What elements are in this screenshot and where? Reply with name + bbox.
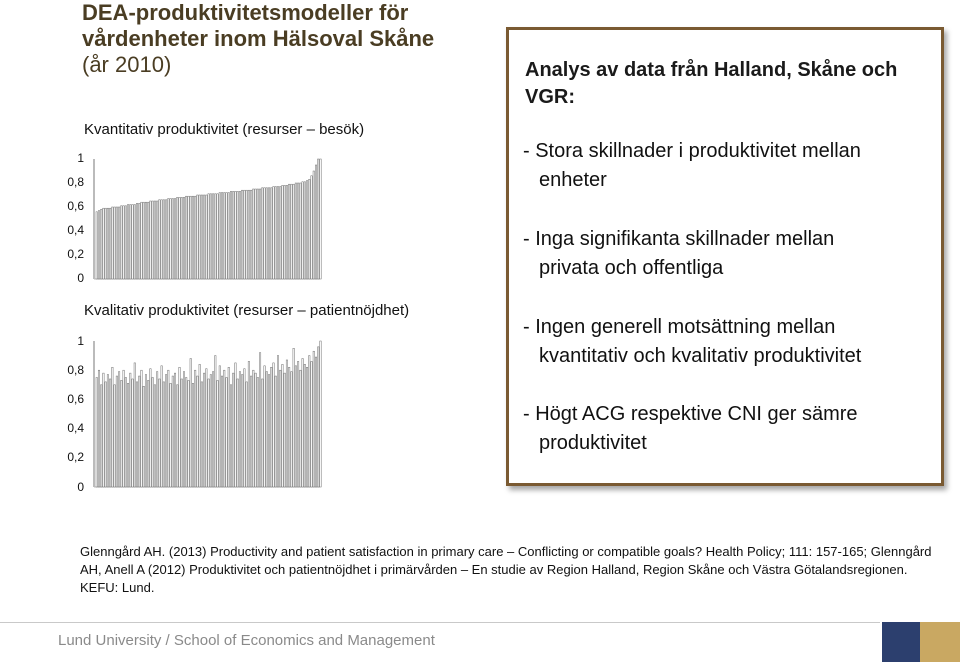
chart2-bar	[154, 385, 155, 487]
chart2-ytick-1: 0,2	[67, 450, 84, 464]
chart-quantitative	[94, 150, 326, 290]
chart2-bar	[264, 366, 265, 487]
chart1-bar	[127, 205, 128, 279]
chart1-bar	[288, 184, 289, 279]
chart1-bar	[172, 199, 173, 279]
chart2-bar	[114, 385, 115, 487]
chart1-bar	[226, 193, 227, 279]
chart2-bar	[239, 372, 240, 487]
chart2-ytick-2: 0,4	[67, 421, 84, 435]
chart1-bar	[183, 197, 184, 279]
chart1-ytick-1: 0,2	[67, 247, 84, 261]
chart1-ytick-3: 0,6	[67, 199, 84, 213]
chart2-bar	[96, 378, 97, 488]
bullet-3-line2: kvantitativ och kvalitativ produktivitet	[539, 345, 862, 367]
chart2-bar	[233, 373, 234, 487]
chart1-bar	[244, 190, 245, 279]
chart1-bar	[221, 193, 222, 279]
chart1-bar	[150, 201, 151, 279]
chart2-bar	[179, 367, 180, 487]
chart1-bar	[253, 189, 254, 279]
chart1-bar	[186, 196, 187, 279]
title-year: (år 2010)	[82, 52, 172, 77]
chart2-bar	[282, 364, 283, 487]
chart1-bar	[208, 194, 209, 279]
chart2-bar	[112, 367, 113, 487]
chart2-bar	[235, 363, 236, 487]
chart1-bar	[199, 195, 200, 279]
chart1-bar	[306, 181, 307, 279]
chart2-bar	[309, 356, 310, 487]
chart2-bar	[237, 379, 238, 487]
chart1-bar	[302, 182, 303, 279]
chart1-bar	[105, 208, 106, 279]
chart2-title: Kvalitativ produktivitet (resurser – patientnöjdhet)	[84, 302, 410, 319]
chart1-bar	[275, 187, 276, 279]
chart2-bar	[259, 353, 260, 487]
chart2-bar	[141, 370, 142, 487]
chart1-bar	[121, 206, 122, 279]
chart1-bar	[273, 187, 274, 279]
chart1-bar	[224, 193, 225, 279]
chart1-bar	[152, 201, 153, 279]
chart2-bar	[125, 378, 126, 488]
chart1-bar	[318, 159, 319, 279]
chart1-bar	[100, 209, 101, 279]
chart2-bar	[150, 369, 151, 487]
chart2-bar	[219, 366, 220, 487]
chart2-ytick-3: 0,6	[67, 392, 84, 406]
chart2-bar	[288, 367, 289, 487]
chart2-bar	[183, 372, 184, 487]
chart2-bar	[163, 382, 164, 487]
chart1-bar	[112, 207, 113, 279]
chart2-bar	[139, 376, 140, 487]
footer-gold-square	[920, 622, 960, 662]
chart1-bar	[194, 196, 195, 279]
bullet-3	[523, 313, 933, 371]
chart2-bar	[212, 372, 213, 487]
chart2-bar	[107, 375, 108, 487]
chart1-ytick-2: 0,4	[67, 223, 84, 237]
chart2-bar	[257, 378, 258, 488]
chart2-bar	[273, 363, 274, 487]
chart1-bar	[159, 200, 160, 279]
chart2-bar	[275, 376, 276, 487]
chart1-bar	[315, 165, 316, 279]
chart1-bar	[161, 200, 162, 279]
chart2-bar	[118, 372, 119, 487]
chart1-bar	[248, 190, 249, 279]
chart1-bar	[188, 196, 189, 279]
chart1-bar	[286, 185, 287, 279]
chart1-bar	[125, 206, 126, 279]
bullet-2-line2: privata och offentliga	[539, 257, 724, 279]
chart1-bar	[266, 188, 267, 279]
chart2-bar	[313, 351, 314, 487]
chart1-bar	[139, 203, 140, 279]
chart2-bar	[177, 385, 178, 487]
chart2-bar	[226, 378, 227, 488]
chart2-bar	[136, 382, 137, 487]
chart1-bar	[203, 195, 204, 279]
chart1-bar	[134, 205, 135, 279]
chart1-bar	[304, 182, 305, 279]
chart1-bar	[201, 195, 202, 279]
chart2-bar	[208, 379, 209, 487]
chart1-bar	[309, 179, 310, 279]
chart2-bar	[181, 379, 182, 487]
chart2-bar	[230, 385, 231, 487]
chart2-bar	[295, 366, 296, 487]
chart2-bar	[224, 370, 225, 487]
chart1-bar	[103, 208, 104, 279]
chart2-bar	[145, 375, 146, 487]
chart2-bar	[210, 375, 211, 487]
analysis-box	[506, 27, 944, 486]
chart1-bar	[311, 176, 312, 279]
chart2-bar	[297, 361, 298, 487]
chart2-bar	[277, 356, 278, 487]
chart2-bar	[320, 341, 321, 487]
chart2-bar	[147, 380, 148, 487]
chart2-bar	[156, 372, 157, 487]
chart2-bar	[100, 385, 101, 487]
chart2-bar	[221, 376, 222, 487]
chart2-bar	[291, 372, 292, 487]
chart2-ytick-0: 0	[77, 480, 84, 494]
chart1-bar	[295, 183, 296, 279]
chart2-bar	[262, 379, 263, 487]
chart1-bar	[130, 205, 131, 279]
chart2-bar	[121, 380, 122, 487]
chart1-bar	[96, 212, 97, 279]
chart2-bar	[174, 373, 175, 487]
chart2-bar	[103, 373, 104, 487]
chart2-bar	[143, 386, 144, 487]
chart2-bar	[248, 361, 249, 487]
chart2-bar	[241, 375, 242, 487]
chart1-bar	[163, 200, 164, 279]
chart1-bar	[246, 190, 247, 279]
chart2-bar	[284, 373, 285, 487]
chart2-bar	[186, 378, 187, 488]
chart2-bar	[98, 370, 99, 487]
chart2-bar	[217, 380, 218, 487]
reference-text: Glenngård AH. (2013) Productivity and patient satisfaction in primary care – Conflicting or compatible goals? Health Policy; 111: 157-165; Glenngård AH, Anell A (2012) Produktivitet och patientnöjdhet i primärvården – En studie av Region Halland, Region Skåne och Västra Götalandsregionen. KEFU: Lund.	[80, 544, 932, 595]
chart1-bar	[284, 185, 285, 279]
chart2-bar	[130, 373, 131, 487]
chart1-bar	[259, 189, 260, 279]
chart1-bar	[147, 202, 148, 279]
chart1-bar	[190, 196, 191, 279]
chart1-bar	[235, 191, 236, 279]
chart2-bar	[172, 376, 173, 487]
slide-title	[82, 0, 502, 78]
chart2-bar	[161, 366, 162, 487]
chart2-bar	[105, 382, 106, 487]
chart1-bar	[320, 159, 321, 279]
chart2-bar	[302, 359, 303, 487]
chart2-bar	[188, 380, 189, 487]
chart1-bar	[293, 184, 294, 279]
chart2-bar	[246, 382, 247, 487]
bullet-1	[523, 137, 933, 195]
chart2-bar	[266, 372, 267, 487]
chart1-bar	[217, 194, 218, 279]
chart1-bar	[257, 189, 258, 279]
bullet-1-line2: enheter	[539, 169, 607, 191]
chart1-bar	[98, 211, 99, 279]
chart1-bar	[228, 193, 229, 279]
chart1-bar	[181, 197, 182, 279]
chart2-bar	[190, 359, 191, 487]
chart2-bar	[134, 363, 135, 487]
chart2-bar	[268, 375, 269, 487]
chart1-bar	[174, 199, 175, 279]
chart1-bar	[277, 187, 278, 279]
chart1-bar	[114, 207, 115, 279]
chart2-bar	[311, 361, 312, 487]
chart1-bar	[239, 191, 240, 279]
bullet-4	[523, 400, 933, 458]
chart2-bar	[315, 357, 316, 487]
chart2-bar	[132, 379, 133, 487]
chart2-bar	[255, 373, 256, 487]
footer-divider	[0, 622, 880, 623]
chart2-bar	[215, 356, 216, 487]
chart1-bar	[268, 188, 269, 279]
footer-blue-square	[882, 622, 920, 662]
chart1-bar	[165, 200, 166, 279]
chart2-bar	[194, 370, 195, 487]
chart1-bar	[237, 191, 238, 279]
chart1-bar	[264, 188, 265, 279]
chart1-bar	[143, 202, 144, 279]
chart1-bar	[291, 184, 292, 279]
chart1-bar	[118, 207, 119, 279]
chart2-bar	[306, 367, 307, 487]
chart1-bar	[255, 189, 256, 279]
chart1-bar	[219, 193, 220, 279]
chart2-bar	[116, 376, 117, 487]
chart1-bar	[250, 190, 251, 279]
chart1-bar	[300, 183, 301, 279]
chart1-bar	[297, 183, 298, 279]
chart2-bar	[304, 364, 305, 487]
chart1-bar	[136, 203, 137, 279]
chart1-bar	[279, 187, 280, 279]
chart2-bar	[197, 376, 198, 487]
chart1-bar	[170, 199, 171, 279]
chart1-bar	[109, 208, 110, 279]
chart2-bar	[127, 383, 128, 487]
chart1-bar	[132, 205, 133, 279]
chart2-bar	[152, 378, 153, 488]
chart1-bar	[282, 185, 283, 279]
chart1-bar	[230, 191, 231, 279]
footer-text: Lund University / School of Economics and Management	[58, 632, 435, 649]
chart2-bar	[286, 360, 287, 487]
chart1-bar	[123, 206, 124, 279]
chart1-bar	[210, 194, 211, 279]
bullet-1-line1: - Stora skillnader i produktivitet mellan	[523, 140, 861, 162]
chart2-bar	[228, 367, 229, 487]
chart1-bar	[313, 171, 314, 279]
analysis-heading: Analys av data från Halland, Skåne och VGR:	[525, 59, 898, 108]
chart1-bar	[233, 191, 234, 279]
chart1-bar	[107, 208, 108, 279]
chart1-bar	[212, 194, 213, 279]
chart1-bar	[262, 188, 263, 279]
chart1-title: Kvantitativ produktivitet (resurser – besök)	[84, 121, 365, 138]
chart2-bar	[192, 383, 193, 487]
chart2-bar	[253, 370, 254, 487]
bullet-2-line1: - Inga signifikanta skillnader mellan	[523, 228, 835, 250]
chart2-bar	[168, 370, 169, 487]
chart1-bar	[177, 197, 178, 279]
chart1-bar	[154, 201, 155, 279]
chart2-bar	[170, 383, 171, 487]
chart2-ytick-4: 0,8	[67, 363, 84, 377]
chart2-bar	[293, 348, 294, 487]
chart2-bar	[206, 369, 207, 487]
chart2-bar	[199, 364, 200, 487]
chart1-bar	[168, 199, 169, 279]
chart2-bar	[279, 370, 280, 487]
chart1-ytick-5: 1	[77, 151, 84, 165]
chart2-bar	[271, 367, 272, 487]
chart2-bar	[159, 379, 160, 487]
chart2-bar	[318, 347, 319, 487]
bullet-4-line1: - Högt ACG respektive CNI ger sämre	[523, 403, 858, 425]
chart2-bar	[165, 375, 166, 487]
chart1-ytick-4: 0,8	[67, 175, 84, 189]
chart1-bar	[145, 202, 146, 279]
bullet-3-line1: - Ingen generell motsättning mellan	[523, 316, 836, 338]
chart2-bar	[123, 370, 124, 487]
chart2-bar	[244, 369, 245, 487]
chart1-bar	[197, 195, 198, 279]
chart2-bar	[250, 376, 251, 487]
chart1-bar	[156, 201, 157, 279]
chart2-bar	[203, 373, 204, 487]
chart2-bar	[300, 370, 301, 487]
chart-qualitative	[94, 320, 326, 495]
chart1-bar	[141, 202, 142, 279]
chart1-bar	[116, 207, 117, 279]
chart1-bar	[206, 195, 207, 279]
chart1-ytick-0: 0	[77, 271, 84, 285]
title-main: DEA-produktivitetsmodeller för vårdenheter inom Hälsoval Skåne	[82, 0, 435, 51]
chart1-bar	[179, 197, 180, 279]
chart1-bar	[271, 188, 272, 279]
bullet-2	[523, 225, 933, 283]
chart1-bar	[215, 194, 216, 279]
chart1-bar	[192, 196, 193, 279]
chart1-bar	[241, 190, 242, 279]
bullet-4-line2: produktivitet	[539, 432, 647, 454]
chart2-ytick-5: 1	[77, 334, 84, 348]
chart2-bar	[201, 382, 202, 487]
chart2-bar	[109, 379, 110, 487]
